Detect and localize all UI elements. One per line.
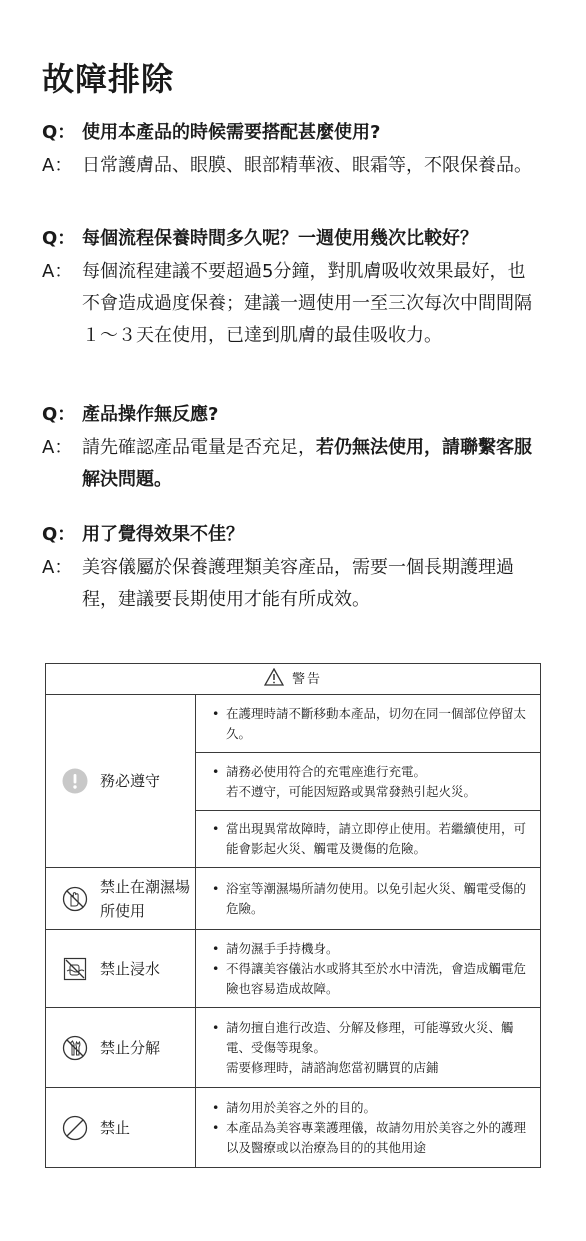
answer-text-normal: 請先確認產品電量是否充足， — [82, 437, 316, 458]
page-title: 故障排除 — [42, 60, 175, 98]
warning-category — [46, 1008, 196, 1088]
question-mark-label: Q： — [42, 122, 76, 143]
answer-text — [82, 150, 542, 182]
question-text: 用了覺得效果不佳？ — [82, 524, 244, 545]
warning-row — [46, 1088, 541, 1168]
warning-triangle-icon — [264, 668, 284, 686]
warning-text: 請勿濕手手持機身。 — [226, 940, 339, 956]
warning-row — [46, 868, 541, 930]
warning-category — [46, 868, 196, 930]
warning-text: 當出現異常故障時，請立即停止使用。若繼續使用，可能會影起火災、觸電及燙傷的危險。 — [226, 821, 527, 856]
no-immersion-icon — [62, 956, 88, 982]
warning-category — [46, 1088, 196, 1168]
faq-answer — [42, 150, 542, 182]
warning-text: 需要修理時，請諮詢您當初購買的店鋪 — [226, 1059, 439, 1075]
warning-cell: • 請勿濕手手持機身。 • 不得讓美容儀沾水或將其至於水中清洗，會造成觸電危險也容易造成故障。 — [196, 930, 541, 1008]
answer-text-normal: 每個流程建議不要超過5分鐘，對肌膚吸收效果最好，也不會造成過度保養；建議一週使用一至三次每次中間間隔１～３天在使用，已達到肌膚的最佳吸收力。 — [82, 261, 532, 346]
faq-question — [42, 118, 542, 148]
warning-text: 請勿用於美容之外的目的。 — [226, 1099, 377, 1115]
warning-text: 請務必使用符合的充電座進行充電。 — [226, 763, 427, 779]
warning-text: 不得讓美容儀沾水或將其至於水中清洗，會造成觸電危險也容易造成故障。 — [226, 960, 527, 996]
faq-item-1 — [42, 118, 542, 182]
warning-category-label: 禁止浸水 — [100, 959, 161, 978]
answer-text — [82, 552, 542, 616]
faq-answer — [42, 256, 542, 352]
question-text: 每個流程保養時間多久呢？一週使用幾次比較好？ — [82, 228, 478, 249]
warning-text: 本產品為美容專業護理儀，故請勿用於美容之外的護理以及醫療或以治療為目的的其他用途 — [226, 1119, 527, 1155]
faq-item-2 — [42, 224, 542, 352]
question-mark-label: Q： — [42, 524, 76, 545]
question-mark-label: Q： — [42, 228, 76, 249]
warning-row — [46, 1008, 541, 1088]
faq-item-4 — [42, 520, 542, 616]
warning-text: 請勿擅自進行改造、分解及修理，可能導致火災、觸電、受傷等現象。 — [226, 1019, 514, 1055]
warning-text: 浴室等潮濕場所請勿使用。以免引起火災、觸電受傷的危險。 — [226, 880, 527, 916]
answer-mark-label: A： — [42, 155, 73, 176]
warning-cell: • 在護理時請不斷移動本產品，切勿在同一個部位停留太久。 — [196, 695, 541, 753]
answer-text-bold: 若仍無法使用，請聯繫客服解決問題。 — [82, 437, 532, 490]
warning-cell: • 當出現異常故障時，請立即停止使用。若繼續使用，可能會影起火災、觸電及燙傷的危險。 — [196, 811, 541, 868]
prohibited-icon — [62, 1115, 88, 1141]
answer-mark-label: A： — [42, 557, 73, 578]
answer-text-normal: 日常護膚品、眼膜、眼部精華液、眼霜等，不限保養品。 — [82, 155, 532, 176]
warning-row — [46, 930, 541, 1008]
no-disassembly-icon — [62, 1035, 88, 1061]
warning-row — [46, 695, 541, 753]
faq-question — [42, 520, 542, 550]
faq-question — [42, 224, 542, 254]
warning-category — [46, 695, 196, 868]
warning-header — [46, 664, 541, 695]
faq-answer — [42, 432, 542, 496]
warning-category-label: 禁止分解 — [100, 1038, 161, 1057]
warning-text: 在護理時請不斷移動本產品，切勿在同一個部位停留太久。 — [226, 705, 527, 741]
answer-text — [82, 432, 542, 496]
question-mark-label: Q： — [42, 404, 76, 425]
warning-header-label: 警告 — [291, 671, 322, 687]
answer-text — [82, 256, 542, 352]
answer-text-normal: 美容儀屬於保養護理類美容產品，需要一個長期護理過程，建議要長期使用才能有所成效。 — [82, 557, 514, 610]
warning-table — [45, 663, 541, 1168]
question-text: 產品操作無反應? — [82, 404, 219, 425]
exclamation-icon — [62, 768, 88, 794]
warning-category-label: 務必遵守 — [100, 772, 161, 790]
faq-question — [42, 400, 542, 430]
faq-item-3 — [42, 400, 542, 496]
question-text: 使用本產品的時候需要搭配甚麼使用? — [82, 122, 381, 143]
warning-category-label: 禁止在潮濕場所使用 — [100, 877, 191, 920]
warning-cell: • 浴室等潮濕場所請勿使用。以免引起火災、觸電受傷的危險。 — [196, 868, 541, 930]
warning-cell: • 請勿用於美容之外的目的。 • 本產品為美容專業護理儀，故請勿用於美容之外的護理以及醫療或以治療為目的的其他用途 — [196, 1088, 541, 1168]
warning-header-row — [46, 664, 541, 695]
answer-mark-label: A： — [42, 437, 73, 458]
warning-text: 若不遵守，可能因短路或異常發熱引起火災。 — [226, 783, 477, 799]
warning-cell: • 請勿擅自進行改造、分解及修理，可能導致火災、觸電、受傷等現象。 需要修理時，請諮詢您當初購買的店鋪 — [196, 1008, 541, 1088]
faq-answer — [42, 552, 542, 616]
no-wet-hands-icon — [62, 886, 88, 912]
warning-cell: • 請務必使用符合的充電座進行充電。 若不遵守，可能因短路或異常發熱引起火災。 — [196, 753, 541, 811]
answer-mark-label: A： — [42, 261, 73, 282]
warning-category — [46, 930, 196, 1008]
warning-category-label: 禁止 — [100, 1118, 131, 1137]
